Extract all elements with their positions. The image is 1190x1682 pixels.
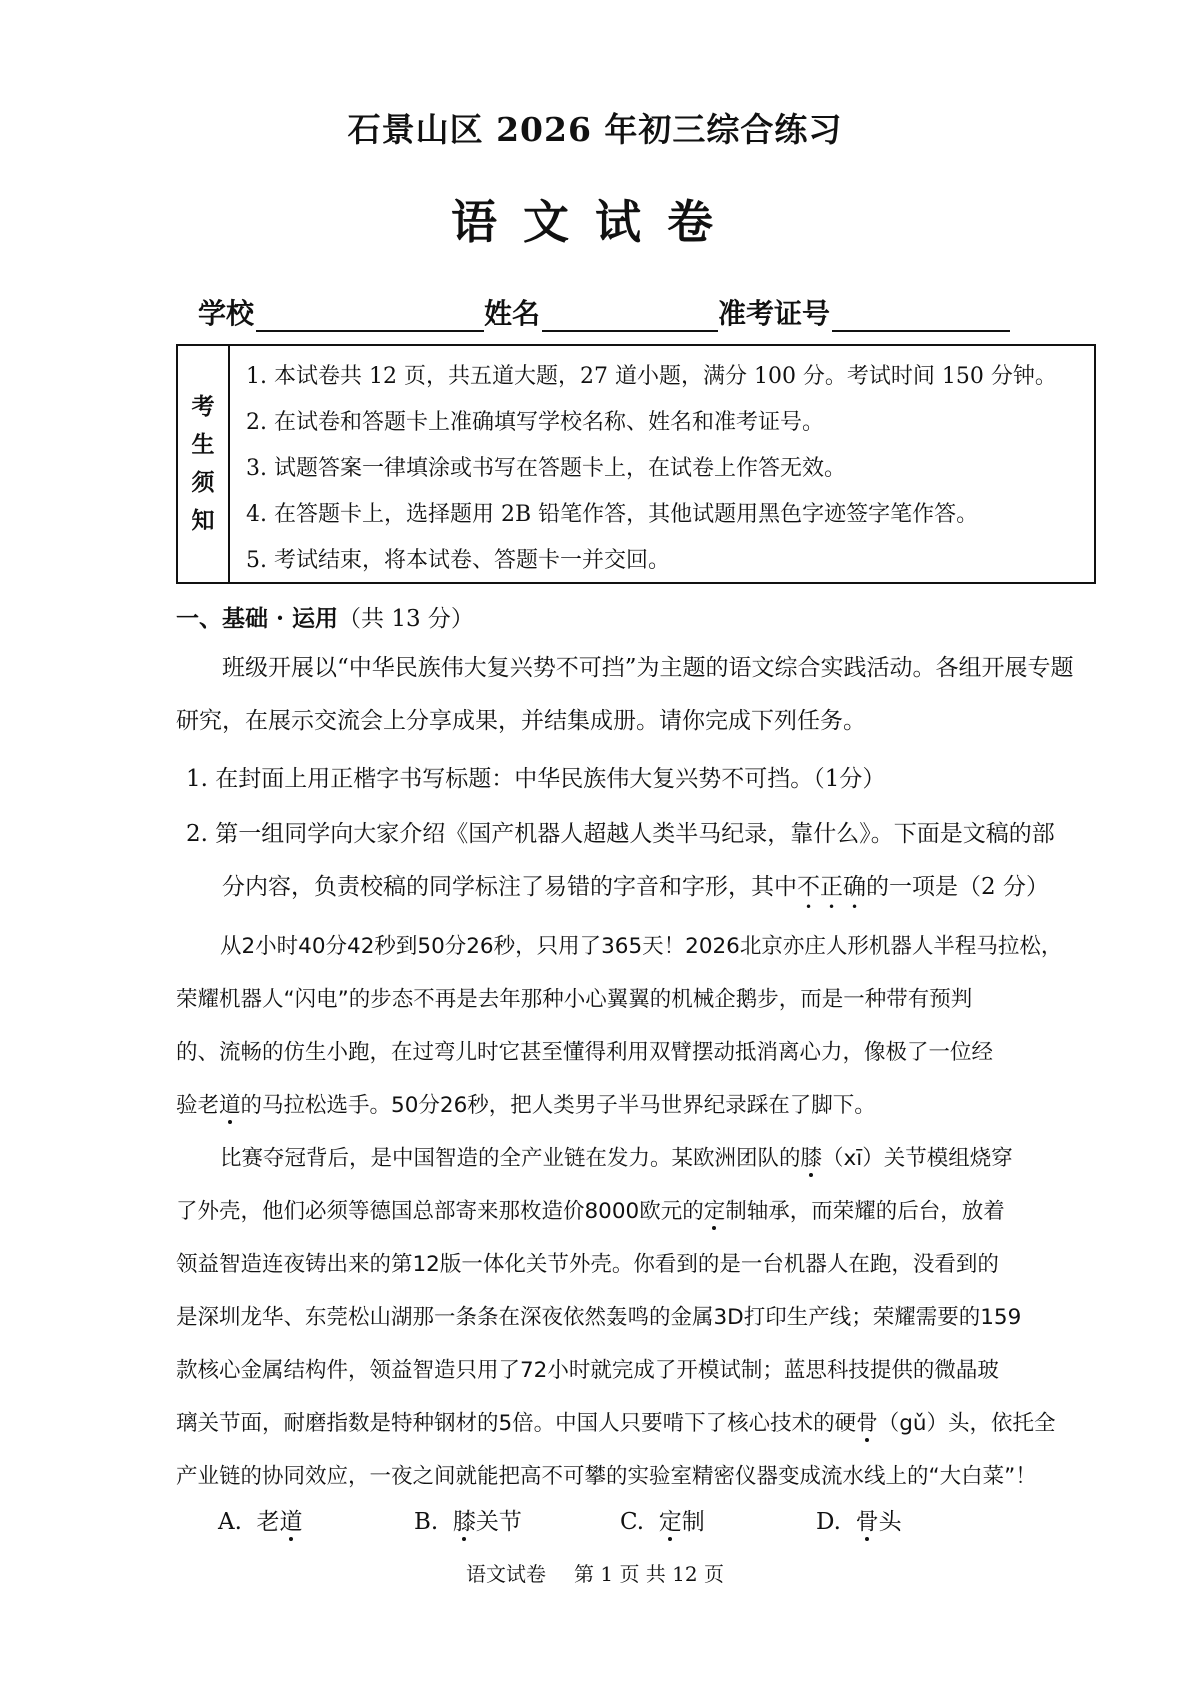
passage-text: 验老: [176, 1093, 220, 1118]
passage-line: [176, 1079, 1096, 1132]
answer-options: [218, 1503, 976, 1536]
footer-page-info: 第 1 页 共 12 页: [574, 1562, 724, 1586]
name-label: 姓名: [484, 297, 541, 330]
passage-text: 比赛夺冠背后，是中国智造的全产业链在发力。某欧洲团队的: [220, 1146, 801, 1171]
exam-id-label: 准考证号: [718, 297, 831, 330]
page-footer: [0, 1558, 1190, 1587]
q2-text: 分内容，负责校稿的同学标注了易错的字音和字形，其中: [222, 874, 797, 900]
option-letter: D.: [816, 1509, 841, 1535]
option-letter: C.: [620, 1509, 645, 1535]
option-text: 关节: [475, 1509, 522, 1535]
notice-side-char: 知: [191, 507, 215, 534]
option-c: [620, 1503, 816, 1536]
marked-char: 骨: [856, 1411, 878, 1436]
option-text: 制: [681, 1509, 705, 1535]
section-title: 一、基础 · 运用: [176, 605, 339, 632]
option-b: [414, 1503, 620, 1536]
passage-line: [176, 1132, 1140, 1185]
passage-line: 荣耀机器人“闪电”的步态不再是去年那种小心翼翼的机械企鹅步，而是一种带有预判: [176, 987, 973, 1012]
passage-line: 款核心金属结构件，领益智造只用了72小时就完成了开模试制；蓝思科技提供的微晶玻: [176, 1358, 999, 1383]
question-2-line-1: 2. 第一组同学向大家介绍《国产机器人超越人类半马纪录，靠什么》。下面是文稿的部: [186, 821, 1055, 847]
option-letter: A.: [218, 1509, 242, 1535]
notice-side-char: 考: [191, 393, 215, 420]
section-points: （共 13 分）: [338, 606, 474, 632]
passage-line-last: 产业链的协同效应，一夜之间就能把高不可攀的实验室精密仪器变成流水线上的“大白菜”！: [176, 1464, 1037, 1489]
passage-line: [176, 1397, 1096, 1450]
option-text: 头: [878, 1509, 902, 1535]
notice-side-char: 须: [191, 469, 215, 496]
passage-line: 是深圳龙华、东莞松山湖那一条条在深夜依然轰鸣的金属3D打印生产线；荣耀需要的159: [176, 1305, 1022, 1330]
name-blank: [542, 304, 718, 332]
notice-item: 1. 本试卷共 12 页，共五道大题，27 道小题，满分 100 分。考试时间 150 分钟。: [246, 364, 1057, 389]
question-2-line-2: [222, 868, 1049, 914]
passage-text: 璃关节面，耐磨指数是特种钢材的5倍。中国人只要啃下了核心技术的硬: [176, 1411, 857, 1436]
marked-char: 骨: [855, 1509, 879, 1535]
paper-title: 语文试卷: [451, 195, 739, 249]
question-1: 1. 在封面上用正楷字书写标题：中华民族伟大复兴势不可挡。（1分）: [186, 766, 886, 792]
passage-line: 的、流畅的仿生小跑，在过弯儿时它甚至懂得利用双臂摆动抵消离心力，像极了一位经: [176, 1040, 994, 1065]
notice-item: 4. 在答题卡上，选择题用 2B 铅笔作答，其他试题用黑色字迹签字笔作答。: [246, 502, 979, 527]
option-a: [218, 1503, 414, 1536]
notice-side-label: [178, 346, 230, 582]
notice-item: 2. 在试卷和答题卡上准确填写学校名称、姓名和准考证号。: [246, 410, 824, 435]
marked-char: 定: [703, 1199, 726, 1224]
passage-line: [176, 1185, 1096, 1238]
notice-item: 5. 考试结束，将本试卷、答题卡一并交回。: [246, 548, 670, 573]
marked-char: 道: [279, 1509, 303, 1535]
exam-title: 石景山区 2026 年初三综合练习: [347, 110, 843, 149]
school-label: 学校: [198, 297, 255, 330]
passage-line: 领益智造连夜铸出来的第12版一体化关节外壳。你看到的是一台机器人在跑，没看到的: [176, 1252, 999, 1277]
marked-char: 膝: [800, 1146, 823, 1171]
q2-emphasis: 不正确: [797, 874, 866, 900]
exam-id-blank: [832, 304, 1010, 332]
marked-char: 定: [658, 1509, 682, 1535]
passage-text: （xī）关节模组烧穿: [822, 1146, 1013, 1171]
option-d: [816, 1503, 976, 1536]
candidate-info-row: [198, 292, 1010, 332]
passage-line: 从2小时40分42秒到50分26秒，只用了365天！2026北京亦庄人形机器人半程马拉松，: [220, 934, 1063, 959]
school-blank: [256, 304, 484, 332]
section-heading: [176, 600, 474, 633]
notice-side-char: 生: [191, 431, 215, 458]
candidate-notice-box: [176, 344, 1096, 584]
passage-text: （gǔ）头，依托全: [877, 1411, 1056, 1436]
notice-item: 3. 试题答案一律填涂或书写在答题卡上，在试卷上作答无效。: [246, 456, 846, 481]
passage-text: 的马拉松选手。50分26秒，把人类男子半马世界纪录踩在了脚下。: [240, 1093, 876, 1118]
passage-text: 了外壳，他们必须等德国总部寄来那枚造价8000欧元的: [176, 1199, 704, 1224]
marked-char: 膝: [452, 1509, 476, 1535]
option-text: 老: [256, 1509, 280, 1535]
footer-subject: 语文试卷: [466, 1562, 547, 1586]
notice-items: [230, 346, 1057, 582]
q2-text: 的一项是（2 分）: [866, 874, 1049, 900]
option-letter: B.: [414, 1509, 439, 1535]
passage-text: 制轴承，而荣耀的后台，放着: [725, 1199, 1005, 1224]
marked-char: 道: [219, 1093, 241, 1118]
section-intro: 班级开展以“中华民族伟大复兴势不可挡”为主题的语文综合实践活动。各组开展专题研究，在展示交流会上分享成果，并结集成册。请你完成下列任务。: [176, 655, 1074, 734]
